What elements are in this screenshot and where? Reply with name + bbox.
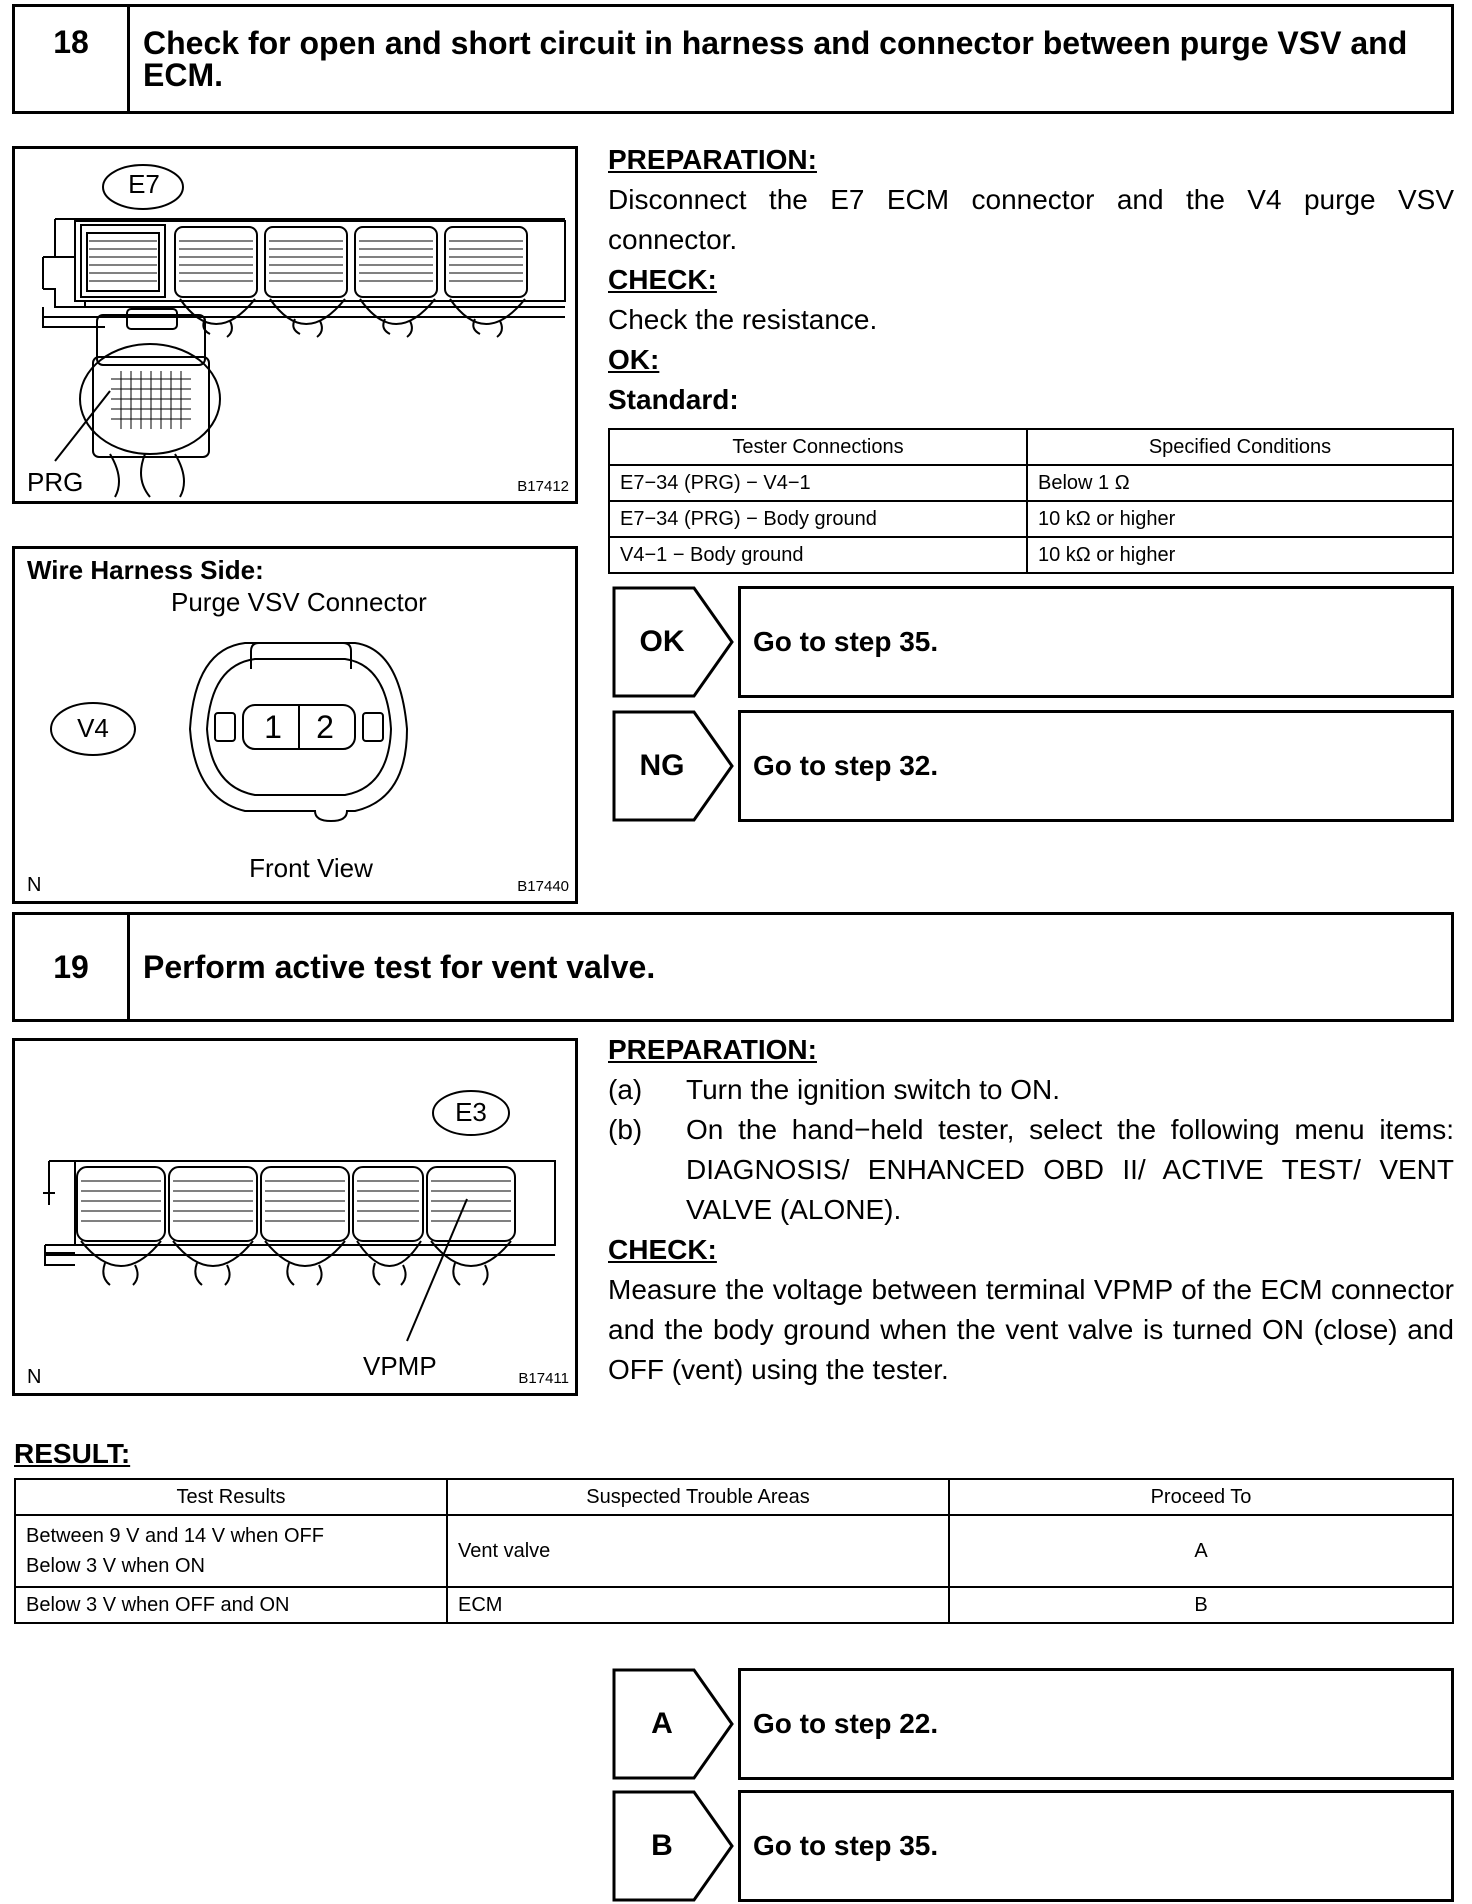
- check-text: Check the resistance.: [608, 304, 878, 335]
- result-a[interactable]: [612, 1668, 1454, 1780]
- table-cell: V4−1 − Body ground: [609, 537, 1027, 573]
- result-label: OK: [639, 625, 685, 658]
- table-header: Tester Connections: [609, 429, 1027, 465]
- table-cell: Below 3 V when OFF and ON: [15, 1587, 447, 1623]
- result-label: NG: [639, 749, 685, 782]
- n-mark: N: [27, 874, 42, 896]
- preparation-text: Disconnect the E7 ECM connector and the V4 purge VSV connector.: [608, 184, 1454, 255]
- ok-header: OK:: [608, 344, 660, 375]
- result-text: Go to step 32.: [753, 750, 939, 781]
- pin-2: 2: [316, 709, 334, 745]
- result-line: Between 9 V and 14 V when OFF: [26, 1525, 324, 1547]
- step-18-header: [12, 4, 1454, 114]
- check-header: CHECK:: [608, 264, 717, 295]
- terminal-label-prg: PRG: [27, 467, 84, 497]
- front-view-label: Front View: [249, 853, 373, 883]
- terminal-label-vpmp: VPMP: [363, 1351, 437, 1381]
- figure-code: B17411: [518, 1370, 569, 1387]
- result-action: [738, 1668, 1454, 1780]
- result-text: Go to step 22.: [753, 1708, 939, 1739]
- check-text: Measure the voltage between terminal VPMP of the ECM connector and the body ground when the vent valve is turned ON (close) and OFF (vent) using the tester.: [608, 1274, 1454, 1385]
- ecm-connector-figure-e3: [12, 1038, 578, 1396]
- figure-code: B17440: [517, 878, 569, 895]
- table-header: Suspected Trouble Areas: [447, 1479, 949, 1515]
- table-cell: E7−34 (PRG) − V4−1: [609, 465, 1027, 501]
- pin-1: 1: [264, 709, 282, 745]
- preparation-header: PREPARATION:: [608, 1034, 817, 1065]
- ecm-e3-diagram: [15, 1041, 575, 1393]
- table-header: Test Results: [15, 1479, 447, 1515]
- n-mark: N: [27, 1366, 42, 1388]
- prep-item: [608, 1110, 1454, 1230]
- figure-code: B17412: [517, 478, 569, 495]
- table-cell: B: [949, 1587, 1453, 1623]
- table-cell: A: [949, 1515, 1453, 1587]
- result-text: Go to step 35.: [753, 626, 939, 657]
- check-header: CHECK:: [608, 1234, 717, 1265]
- table-cell: ECM: [447, 1587, 949, 1623]
- table-cell: 10 kΩ or higher: [1027, 537, 1453, 573]
- table-header: Proceed To: [949, 1479, 1453, 1515]
- ecm-e7-diagram: [15, 149, 575, 501]
- result-ok[interactable]: [612, 586, 1454, 698]
- step-title: Perform active test for vent valve.: [143, 949, 656, 985]
- result-action: [738, 710, 1454, 822]
- step-18-instructions: [608, 140, 1454, 420]
- step-number: 18: [15, 7, 130, 111]
- step-title: Check for open and short circuit in harness and connector between purge VSV and ECM.: [143, 25, 1408, 93]
- result-label: B: [651, 1829, 673, 1862]
- result-action: [738, 586, 1454, 698]
- connector-label-e7: E7: [128, 169, 160, 199]
- result-text: Go to step 35.: [753, 1830, 939, 1861]
- table-cell: Vent valve: [447, 1515, 949, 1587]
- prep-item-text: On the hand−held tester, select the following menu items: DIAGNOSIS/ ENHANCED OBD II/ ACTIVE TEST/ VENT VALVE (ALONE).: [686, 1114, 1454, 1225]
- step-19-instructions: [608, 1030, 1454, 1390]
- result-label: A: [651, 1707, 673, 1740]
- prep-item-marker: (a): [608, 1074, 643, 1105]
- table-cell: E7−34 (PRG) − Body ground: [609, 501, 1027, 537]
- result-b[interactable]: [612, 1790, 1454, 1902]
- table-cell: [15, 1515, 447, 1587]
- connector-label-e3: E3: [455, 1097, 487, 1127]
- resistance-spec-table: [608, 428, 1454, 574]
- step-number: 19: [15, 915, 130, 1019]
- ecm-connector-figure-e7: [12, 146, 578, 504]
- step-19-header: [12, 912, 1454, 1022]
- table-header: Specified Conditions: [1027, 429, 1453, 465]
- connector-label-v4: V4: [77, 713, 109, 743]
- result-header: RESULT:: [14, 1438, 131, 1469]
- result-action: [738, 1790, 1454, 1902]
- result-table: [14, 1478, 1454, 1624]
- table-cell: 10 kΩ or higher: [1027, 501, 1453, 537]
- preparation-header: PREPARATION:: [608, 144, 817, 175]
- purge-vsv-connector-subtitle: Purge VSV Connector: [171, 587, 427, 617]
- standard-header: Standard:: [608, 384, 739, 415]
- prep-item: [608, 1070, 1454, 1110]
- result-ng[interactable]: [612, 710, 1454, 822]
- prep-item-marker: (b): [608, 1114, 643, 1145]
- table-cell: Below 1 Ω: [1027, 465, 1453, 501]
- wire-harness-side-title: Wire Harness Side:: [27, 555, 264, 585]
- prep-item-text: Turn the ignition switch to ON.: [686, 1074, 1061, 1105]
- result-line: Below 3 V when ON: [26, 1555, 205, 1577]
- purge-vsv-connector-figure: [12, 546, 578, 904]
